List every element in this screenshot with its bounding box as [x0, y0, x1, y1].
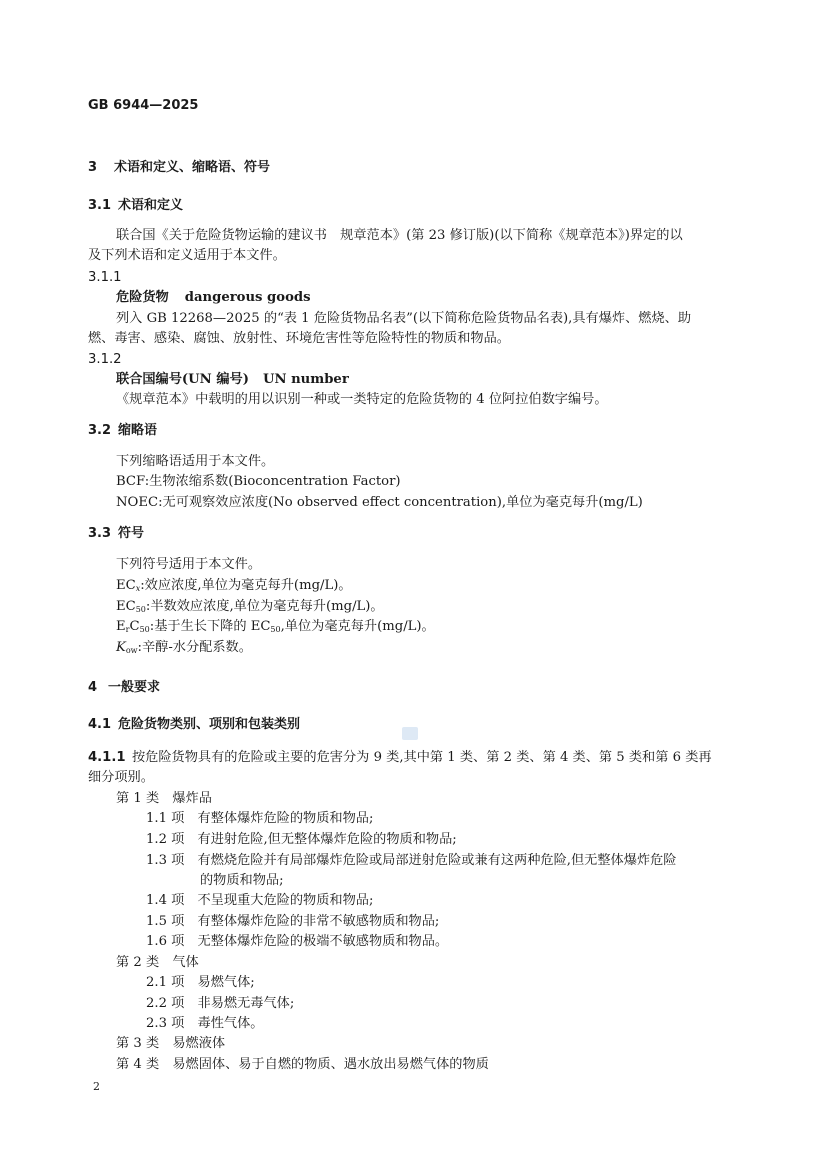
division-1-4: 1.4 项 不呈现重大危险的物质和物品;	[146, 893, 374, 908]
section-3-2-heading	[88, 421, 157, 441]
symbol-text: :半数效应浓度,单位为毫克每升(mg/L)。	[145, 599, 384, 614]
section-4-1-heading	[88, 715, 300, 735]
section-number: 4	[88, 680, 98, 695]
abbreviation-bcf: BCF:生物浓缩系数(Bioconcentration Factor)	[116, 474, 401, 489]
division-1-5: 1.5 项 有整体爆炸危险的非常不敏感物质和物品;	[146, 914, 440, 929]
term-number: 3.1.1	[88, 270, 122, 285]
symbol-base: EC	[116, 578, 136, 593]
symbol-text: :辛醇-水分配系数。	[137, 640, 252, 655]
symbol-kow	[116, 638, 252, 661]
clause-4-1-1-line	[88, 748, 712, 768]
symbol-text: :基于生长下降的 EC	[149, 619, 271, 634]
definition-line: 《规章范本》中载明的用以识别一种或一类特定的危险货物的 4 位阿拉伯数字编号。	[116, 392, 608, 407]
section-3-3-heading	[88, 524, 144, 544]
symbol-base: E	[116, 619, 126, 634]
term-heading	[116, 370, 349, 390]
division-1-3: 1.3 项 有燃烧危险并有局部爆炸危险或局部迸射危险或兼有这两种危险,但无整体爆炸危险	[146, 853, 677, 868]
symbol-erc50	[116, 617, 435, 640]
symbol-base: K	[116, 640, 126, 655]
term-cn: 危险货物	[116, 290, 169, 305]
term-heading	[116, 288, 311, 308]
section-number: 4.1	[88, 717, 112, 732]
paragraph-line: 下列符号适用于本文件。	[116, 557, 262, 572]
symbol-ecx	[116, 576, 352, 599]
section-title: 术语和定义	[118, 198, 184, 213]
section-title: 一般要求	[108, 680, 161, 695]
symbol-base: C	[129, 619, 140, 634]
definition-line: 列入 GB 12268—2025 的“表 1 危险货物品名表”(以下简称危险货物品名表),具有爆炸、燃烧、助	[116, 311, 692, 326]
section-title: 缩略语	[118, 423, 158, 438]
symbol-subscript: 50	[135, 605, 146, 614]
class-2-label: 第 2 类 气体	[116, 955, 199, 970]
division-2-3: 2.3 项 毒性气体。	[146, 1016, 264, 1031]
division-1-2: 1.2 项 有进射危险,但无整体爆炸危险的物质和物品;	[146, 832, 457, 847]
section-number: 3	[88, 160, 98, 175]
term-cn: 联合国编号(UN 编号)	[116, 372, 249, 387]
class-4-label: 第 4 类 易燃固体、易于自燃的物质、遇水放出易燃气体的物质	[116, 1057, 489, 1072]
symbol-subscript: r	[125, 625, 130, 634]
symbol-subscript: x	[135, 584, 141, 593]
term-number: 3.1.2	[88, 352, 122, 367]
clause-number: 4.1.1	[88, 750, 126, 765]
section-title: 危险货物类别、项别和包装类别	[118, 717, 301, 732]
paragraph-line: 联合国《关于危险货物运输的建议书 规章范本》(第 23 修订版)(以下简称《规章范本》)界定的以	[116, 228, 683, 243]
division-1-6: 1.6 项 无整体爆炸危险的极端不敏感物质和物品。	[146, 934, 449, 949]
division-2-2: 2.2 项 非易燃无毒气体;	[146, 996, 295, 1011]
watermark-icon	[402, 727, 418, 740]
class-1-label: 第 1 类 爆炸品	[116, 791, 212, 806]
division-1-1: 1.1 项 有整体爆炸危险的物质和物品;	[146, 811, 374, 826]
definition-line: 燃、毒害、感染、腐蚀、放射性、环境危害性等危险特性的物质和物品。	[88, 331, 510, 346]
symbol-subscript: ow	[125, 646, 138, 655]
abbreviation-noec: NOEC:无可观察效应浓度(No observed effect concentration),单位为毫克每升(mg/L)	[116, 495, 643, 510]
term-en: dangerous goods	[184, 290, 311, 305]
paragraph-line: 下列缩略语适用于本文件。	[116, 454, 275, 469]
symbol-base: EC	[116, 599, 136, 614]
section-title: 符号	[118, 526, 145, 541]
symbol-text: :效应浓度,单位为毫克每升(mg/L)。	[140, 578, 352, 593]
symbol-subscript: 50	[139, 625, 150, 634]
page-number: 2	[93, 1080, 100, 1093]
symbol-text: ,单位为毫克每升(mg/L)。	[280, 619, 435, 634]
section-3-1-heading	[88, 196, 183, 216]
section-4-heading	[88, 678, 160, 698]
class-3-label: 第 3 类 易燃液体	[116, 1036, 226, 1051]
paragraph-line: 细分项别。	[88, 770, 154, 785]
section-number: 3.1	[88, 198, 112, 213]
symbol-subscript: 50	[270, 625, 281, 634]
section-title: 术语和定义、缩略语、符号	[114, 160, 271, 175]
section-number: 3.3	[88, 526, 112, 541]
term-en: UN number	[262, 372, 349, 387]
paragraph-line: 及下列术语和定义适用于本文件。	[88, 248, 286, 263]
section-3-heading	[88, 158, 270, 178]
clause-text: 按危险货物具有的危险或主要的危害分为 9 类,其中第 1 类、第 2 类、第 4 类、第 5 类和第 6 类再	[132, 750, 712, 765]
division-1-3-continued: 的物质和物品;	[200, 873, 284, 888]
section-number: 3.2	[88, 423, 112, 438]
standard-id-header: GB 6944—2025	[88, 98, 199, 113]
division-2-1: 2.1 项 易燃气体;	[146, 975, 255, 990]
